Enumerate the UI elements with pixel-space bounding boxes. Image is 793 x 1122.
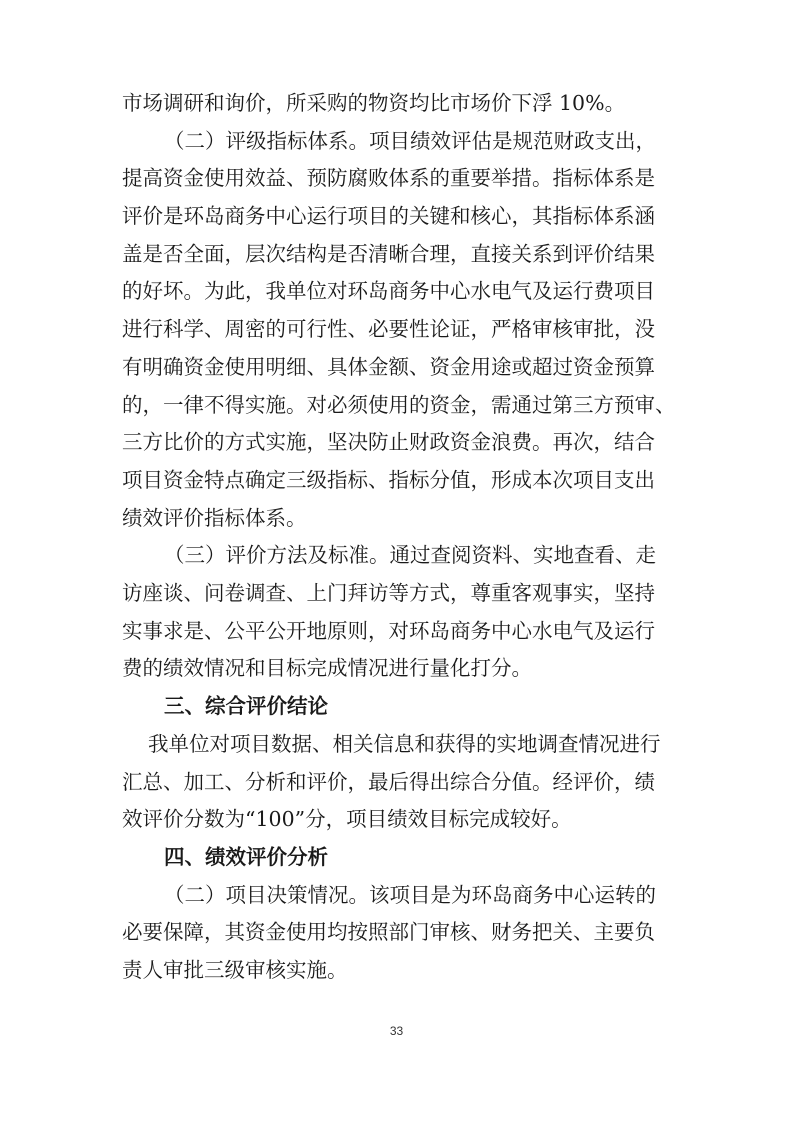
section-heading-3: 三、综合评价结论 — [164, 694, 328, 718]
body-line: 提高资金使用效益、预防腐败体系的重要举措。指标体系是 — [122, 166, 655, 190]
body-line: 效评价分数为“100”分，项目绩效目标完成较好。 — [122, 807, 572, 831]
body-line: 项目资金特点确定三级指标、指标分值，形成本次项目支出 — [122, 468, 655, 492]
body-line: 绩效评价指标体系。 — [122, 506, 307, 530]
body-line: 费的绩效情况和目标完成情况进行量化打分。 — [122, 656, 532, 680]
section-heading-4: 四、绩效评价分析 — [164, 845, 328, 869]
body-line: 有明确资金使用明细、具体金额、资金用途或超过资金预算 — [122, 355, 655, 379]
body-line: 访座谈、问卷调查、上门拜访等方式，尊重客观事实，坚持 — [122, 581, 655, 605]
body-line: 必要保障，其资金使用均按照部门审核、财务把关、主要负 — [122, 920, 655, 944]
body-line: 汇总、加工、分析和评价，最后得出综合分值。经评价，绩 — [122, 770, 655, 794]
body-line: 评价是环岛商务中心运行项目的关键和核心，其指标体系涵 — [122, 204, 655, 228]
body-line: 实事求是、公平公开地原则，对环岛商务中心水电气及运行 — [122, 619, 655, 643]
body-line: 我单位对项目数据、相关信息和获得的实地调查情况进行 — [148, 732, 661, 756]
body-line: 盖是否全面，层次结构是否清晰合理，直接关系到评价结果 — [122, 242, 655, 266]
body-line: （三）评价方法及标准。通过查阅资料、实地查看、走 — [164, 543, 656, 567]
body-line: 责人审批三级审核实施。 — [122, 958, 348, 982]
body-line: 的，一律不得实施。对必须使用的资金，需通过第三方预审、 — [122, 393, 676, 417]
body-line: （二）评级指标体系。项目绩效评估是规范财政支出， — [164, 129, 656, 153]
page-number: 33 — [389, 1024, 404, 1038]
body-line: 的好坏。为此，我单位对环岛商务中心水电气及运行费项目 — [122, 279, 655, 303]
body-line: （二）项目决策情况。该项目是为环岛商务中心运转的 — [164, 883, 656, 907]
body-line: 市场调研和询价，所采购的物资均比市场价下浮 10%。 — [122, 91, 626, 115]
body-line: 三方比价的方式实施，坚决防止财政资金浪费。再次，结合 — [122, 430, 655, 454]
body-line: 进行科学、周密的可行性、必要性论证，严格审核审批，没 — [122, 317, 655, 341]
